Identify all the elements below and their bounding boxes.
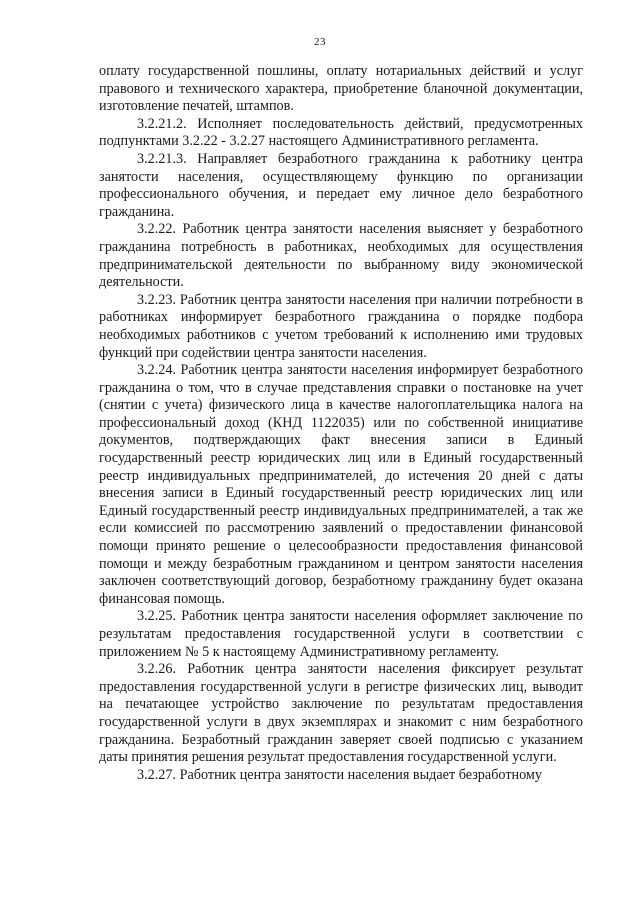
document-body (99, 63, 583, 784)
paragraph-continuation: оплату государственной пошлины, оплату нотариальных действий и услуг правового и технического характера, приобретение бланочной документации, изготовление печатей, штампов. (99, 63, 583, 115)
paragraph-3-2-21-3: 3.2.21.3. Направляет безработного гражданина к работнику центра занятости населения, осуществляющему функцию по организации профессионального обучения, и передает ему личное дело безработного гражданина. (99, 150, 583, 220)
paragraph-3-2-24: 3.2.24. Работник центра занятости населения информирует безработного гражданина о том, что в случае представления справки о постановке на учет (снятии с учета) физического лица в качестве налогоплательщика налога на профессиональный доход (КНД 1122035) или по собственной инициативе документов, подтверждающих факт внесения записи в Единый государственный реестр юридических лиц или в Единый государственный реестр индивидуальных предпринимателей, до истечения 20 дней с даты внесения записи в Единый государственный реестр юридических лиц или Единый государственный реестр индивидуальных предпринимателей, а так же если комиссией по рассмотрению заявлений о предоставлении финансовой помощи принято решение о целесообразности предоставления финансовой помощи и между безработным гражданином и центром занятости населения заключен соответствующий договор, безработному гражданину будет оказана финансовая помощь. (99, 362, 583, 607)
paragraph-3-2-25: 3.2.25. Работник центра занятости населения оформляет заключение по результатам предоставления государственной услуги в соответствии с приложением № 5 к настоящему Административному регламенту. (99, 608, 583, 660)
paragraph-3-2-21-2: 3.2.21.2. Исполняет последовательность действий, предусмотренных подпунктами 3.2.22 - 3.2.27 настоящего Административного регламента. (99, 115, 583, 150)
paragraph-3-2-23: 3.2.23. Работник центра занятости населения при наличии потребности в работниках информирует безработного гражданина о порядке подбора необходимых работников с учетом требований к исполнению ими трудовых функций при содействии центра занятости населения. (99, 291, 583, 361)
paragraph-3-2-27: 3.2.27. Работник центра занятости населения выдает безработному (137, 766, 543, 783)
paragraph-3-2-26: 3.2.26. Работник центра занятости населения фиксирует результат предоставления государственной услуги в регистре физических лиц, выводит на печатающее устройство заключение по результатам предоставления государственной услуги в двух экземплярах и знакомит с ним безработного гражданина. Безработный гражданин заверяет своей подписью с указанием даты принятия решения результат предоставления государственной услуги. (99, 661, 583, 766)
paragraph-3-2-22: 3.2.22. Работник центра занятости населения выясняет у безработного гражданина потребность в работниках, необходимых для осуществления предпринимательской деятельности по выбранному виду экономической деятельности. (99, 221, 583, 291)
page-number: 23 (314, 36, 326, 48)
